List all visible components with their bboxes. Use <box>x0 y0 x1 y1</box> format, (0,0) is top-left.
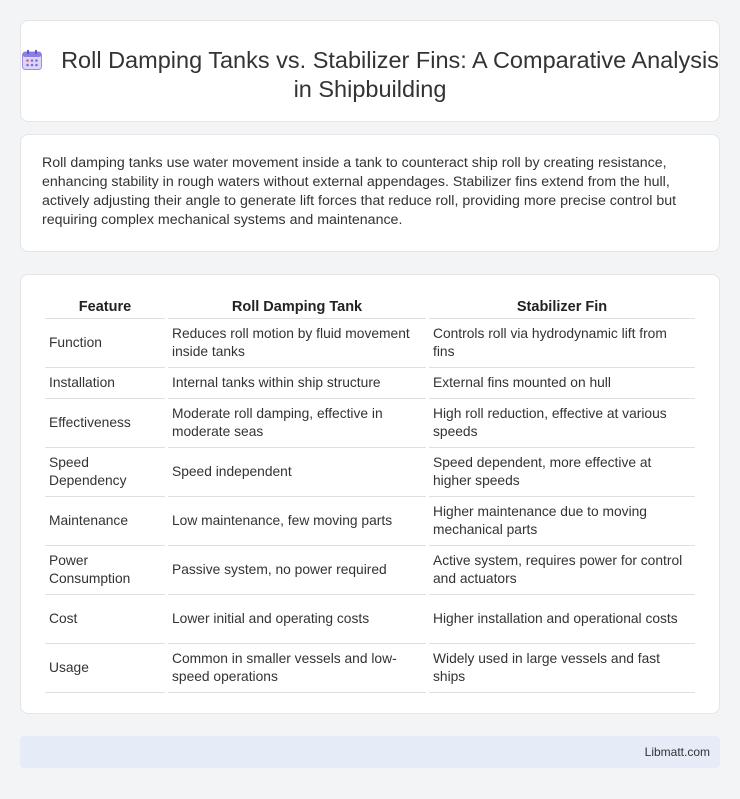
table-row <box>45 595 695 644</box>
tank-cell: Lower initial and operating costs <box>168 595 426 644</box>
table-row <box>45 448 695 497</box>
fin-cell: External fins mounted on hull <box>429 368 695 399</box>
feature-cell: Usage <box>45 644 165 693</box>
tank-cell: Low maintenance, few moving parts <box>168 497 426 546</box>
comparison-table <box>42 295 698 693</box>
title-card <box>20 20 720 122</box>
feature-cell: Function <box>45 319 165 368</box>
feature-cell: Effectiveness <box>45 399 165 448</box>
fin-cell: Higher maintenance due to moving mechanical parts <box>429 497 695 546</box>
calendar-icon <box>21 49 43 71</box>
tank-cell: Internal tanks within ship structure <box>168 368 426 399</box>
table-row <box>45 319 695 368</box>
feature-cell: Power Consumption <box>45 546 165 595</box>
tank-cell: Speed independent <box>168 448 426 497</box>
fin-cell: Controls roll via hydrodynamic lift from fins <box>429 319 695 368</box>
intro-paragraph: Roll damping tanks use water movement inside a tank to counteract ship roll by creating resistance, enhancing stability in rough waters without external appendages. Stabilizer fins extend from the hull, actively adjusting their angle to generate lift forces that reduce roll, providing more precise control but requiring complex mechanical systems and maintenance. <box>42 155 677 228</box>
feature-cell: Cost <box>45 595 165 644</box>
footer-brand-link[interactable]: Libmatt.com <box>644 745 710 759</box>
page-title: Roll Damping Tanks vs. Stabilizer Fins: A Comparative Analysis in Shipbuilding <box>61 47 719 102</box>
table-row <box>45 497 695 546</box>
fin-cell: Higher installation and operational costs <box>429 595 695 644</box>
fin-cell: High roll reduction, effective at various speeds <box>429 399 695 448</box>
tank-cell: Common in smaller vessels and low-speed operations <box>168 644 426 693</box>
table-row <box>45 399 695 448</box>
fin-cell: Speed dependent, more effective at higher speeds <box>429 448 695 497</box>
tank-cell: Moderate roll damping, effective in moderate seas <box>168 399 426 448</box>
tank-cell: Passive system, no power required <box>168 546 426 595</box>
tank-cell: Reduces roll motion by fluid movement inside tanks <box>168 319 426 368</box>
header-roll-damping-tank: Roll Damping Tank <box>168 295 426 319</box>
table-row <box>45 546 695 595</box>
table-row <box>45 368 695 399</box>
fin-cell: Active system, requires power for control and actuators <box>429 546 695 595</box>
feature-cell: Speed Dependency <box>45 448 165 497</box>
intro-card <box>20 134 720 252</box>
fin-cell: Widely used in large vessels and fast ships <box>429 644 695 693</box>
comparison-card <box>20 274 720 714</box>
feature-cell: Installation <box>45 368 165 399</box>
feature-cell: Maintenance <box>45 497 165 546</box>
header-stabilizer-fin: Stabilizer Fin <box>429 295 695 319</box>
table-header-row <box>45 295 695 319</box>
header-feature: Feature <box>45 295 165 319</box>
footer <box>20 736 720 768</box>
table-row <box>45 644 695 693</box>
title-wrap <box>21 46 719 104</box>
